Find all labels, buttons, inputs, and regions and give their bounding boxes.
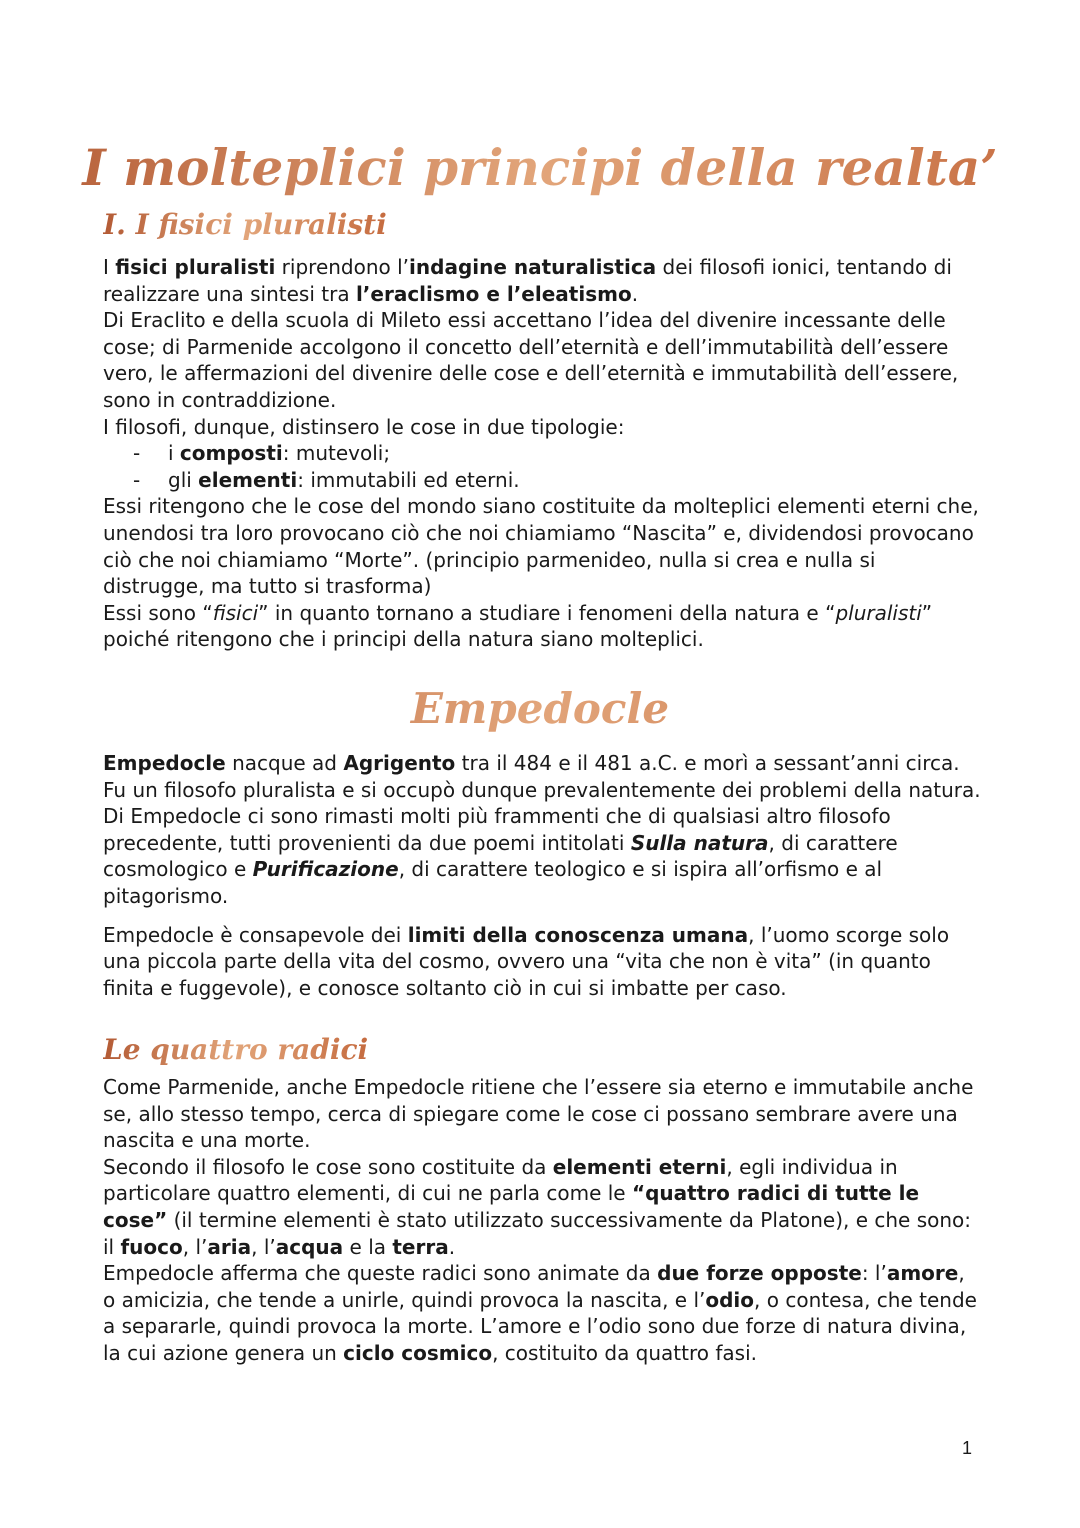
paragraph: Essi ritengono che le cose del mondo siano costituite da molteplici elementi eterni che, unendosi tra loro provocano ciò che noi chiamiamo “Nascita” e, dividendosi provocano ciò che noi chiamiamo “Morte”. (principio parmenideo, nulla si crea e nulla si distrugge, ma tutto si trasforma) bbox=[103, 494, 979, 599]
paragraph: Empedocle è consapevole dei limiti della conoscenza umana, l’uomo scorge solo una piccola parte della vita del cosmo, ovvero una “vita che non è vita” (in quanto finita e fuggevole), e conosce soltanto ciò in cui si imbatte per caso. bbox=[103, 922, 950, 1000]
section-body-empedocle bbox=[103, 750, 983, 1001]
paragraph: Secondo il filosofo le cose sono costituite da elementi eterni, egli individua in particolare quattro elementi, di cui ne parla come le “quattro radici di tutte le cose” (il termine elementi è stato utilizzato successivamente da Platone), e che sono: il fuoco, l’aria, l’acqua e la terra. bbox=[103, 1154, 972, 1259]
paragraph: I filosofi, dunque, distinsero le cose in due tipologie: bbox=[103, 414, 625, 439]
section-heading-fisici-pluralisti: I. I fisici pluralisti bbox=[103, 208, 387, 241]
page-title: I molteplici principi della realta’ bbox=[0, 138, 1080, 197]
section-heading-empedocle: Empedocle bbox=[0, 684, 1080, 733]
page-number: 1 bbox=[962, 1438, 973, 1458]
list-item: - gli elementi: immutabili ed eterni. bbox=[133, 467, 983, 494]
paragraph: I fisici pluralisti riprendono l’indagine naturalistica dei filosofi ionici, tentando di realizzare una sintesi tra l’eraclismo e l’eleatismo. bbox=[103, 255, 952, 306]
section-heading-quattro-radici: Le quattro radici bbox=[103, 1033, 369, 1066]
paragraph: Di Eraclito e della scuola di Mileto essi accettano l’idea del divenire incessante delle cose; di Parmenide accolgono il concetto dell’eternità e dell’immutabilità dell’essere vero, le affermazioni del divenire delle cose e dell’eternità e immutabilità dell’essere, sono in contraddizione. bbox=[103, 308, 959, 412]
types-list bbox=[103, 440, 983, 493]
section-body-quattro-radici bbox=[103, 1074, 983, 1367]
list-item: - i composti: mutevoli; bbox=[133, 440, 983, 467]
paragraph: Essi sono “fisici” in quanto tornano a studiare i fenomeni della natura e “pluralisti” poiché ritengono che i principi della natura siano molteplici. bbox=[103, 600, 933, 652]
paragraph: Come Parmenide, anche Empedocle ritiene che l’essere sia eterno e immutabile anche se, allo stesso tempo, cerca di spiegare come le cose ci possano sembrare avere una nascita e una morte. bbox=[103, 1075, 974, 1153]
paragraph: Empedocle afferma che queste radici sono animate da due forze opposte: l’amore, o amicizia, che tende a unirle, quindi provoca la nascita, e l’odio, o contesa, che tende a separarle, quindi provoca la morte. L’amore e l’odio sono due forze di natura divina, la cui azione genera un ciclo cosmico, costituito da quattro fasi. bbox=[103, 1261, 977, 1365]
section-body-fisici-pluralisti bbox=[103, 254, 983, 653]
paragraph: Empedocle nacque ad Agrigento tra il 484 e il 481 a.C. e morì a sessant’anni circa. Fu un filosofo pluralista e si occupò dunque prevalentemente dei problemi della natura. Di Empedocle ci sono rimasti molti più frammenti che di qualsiasi altro filosofo precedente, tutti provenienti da due poemi intitolati Sulla natura, di carattere cosmologico e Purificazione, di carattere teologico e si ispira all’orfismo e al pitagorismo. bbox=[103, 751, 981, 908]
